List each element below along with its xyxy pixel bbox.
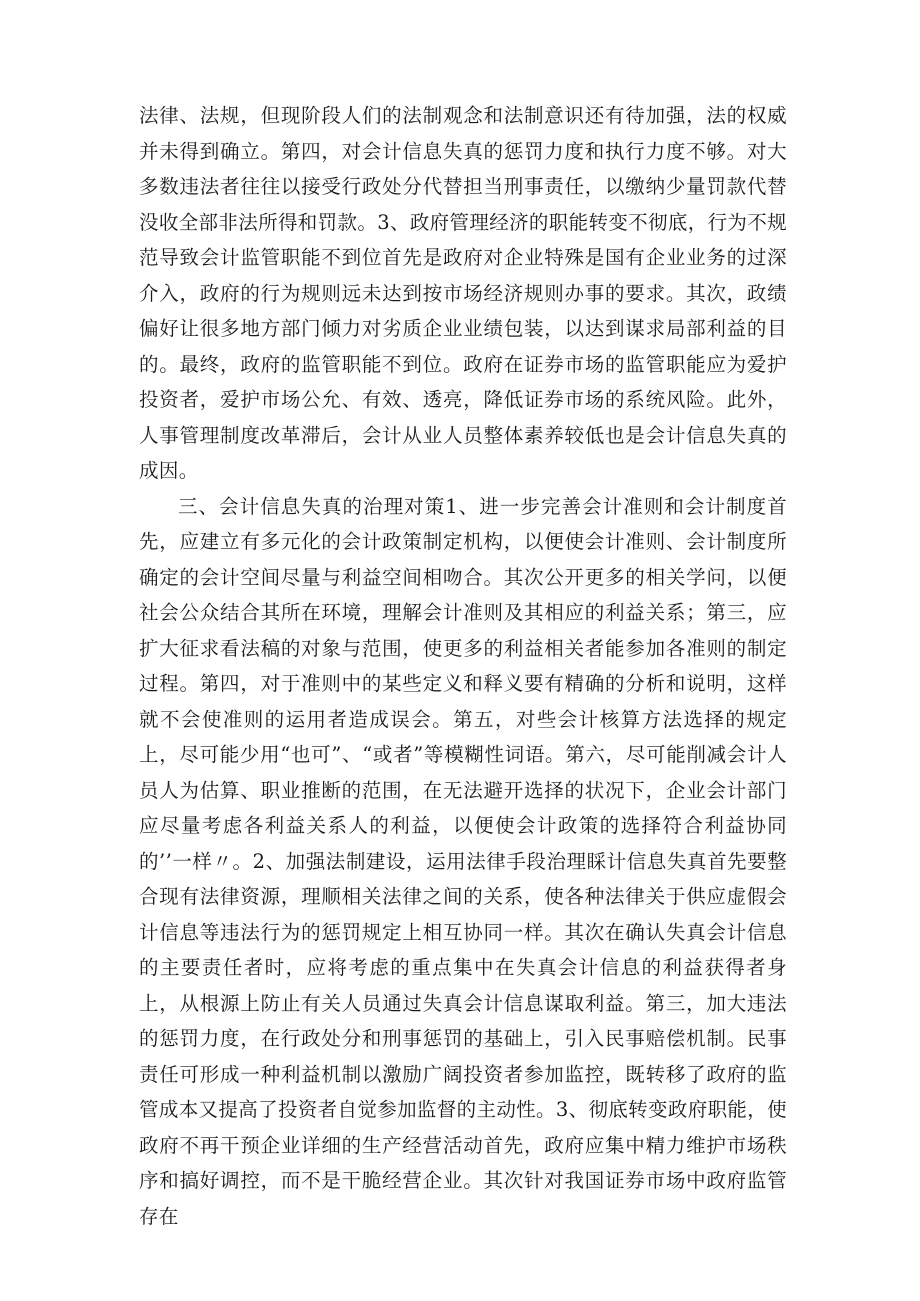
paragraph-2: 三、会计信息失真的治理对策1、进一步完善会计准则和会计制度首先，应建立有多元化的会计政策制定机构，以便使会计准则、会计制度所确定的会计空间尽量与利益空间相吻合。其次公开更多的相关学问，以便社会公众结合其所在环境，理解会计准则及其相应的利益关系；第三，应扩大征求看法稿的对象与范围，使更多的利益相关者能参加各准则的制定过程。第四，对于准则中的某些定义和释义要有精确的分析和说明，这样就不会使准则的运用者造成误会。第五，对些会计核算方法选择的规定上，尽可能少用“也可”、“或者”等模糊性词语。第六，尽可能削减会计人员人为估算、职业推断的范围，在无法避开选择的状况下，企业会计部门应尽量考虑各利益关系人的利益，以便使会计政策的选择符合利益协同的’’一样〃。2、加强法制建设，运用法律手段治理睬计信息失真首先要整合现有法律资源，理顺相关法律之间的关系，使各种法律关于供应虚假会计信息等违法行为的惩罚规定上相互协同一样。其次在确认失真会计信息的主要责任者时，应将考虑的重点集中在失真会计信息的利益获得者身上，从根源上防止有关人员通过失真会计信息谋取利益。第三，加大违法的惩罚力度，在行政处分和刑事惩罚的基础上，引入民事赔偿机制。民事责任可形成一种利益机制以激励广阔投资者参加监控，既转移了政府的监管成本又提高了投资者自觉参加监督的主动性。3、彻底转变政府职能，使政府不再干预企业详细的生产经营活动首先，政府应集中精力维护市场秩序和搞好调控，而不是干脆经营企业。其次针对我国证券市场中政府监管存在 <box>139 494 787 1228</box>
document-body <box>139 98 787 1234</box>
paragraph-1: 法律、法规，但现阶段人们的法制观念和法制意识还有待加强，法的权威并未得到确立。第四，对会计信息失真的惩罚力度和执行力度不够。对大多数违法者往往以接受行政处分代替担当刑事责任，以缴纳少量罚款代替没收全部非法所得和罚款。3、政府管理经济的职能转变不彻底，行为不规范导致会计监管职能不到位首先是政府对企业特殊是国有企业业务的过深介入，政府的行为规则远未达到按市场经济规则办事的要求。其次，政绩偏好让很多地方部门倾力对劣质企业业绩包装，以达到谋求局部利益的目的。最终，政府的监管职能不到位。政府在证券市场的监管职能应为爱护投资者，爱护市场公允、有效、透亮，降低证券市场的系统风险。此外，人事管理制度改革滞后，会计从业人员整体素养较低也是会计信息失真的成因。 <box>139 104 787 482</box>
